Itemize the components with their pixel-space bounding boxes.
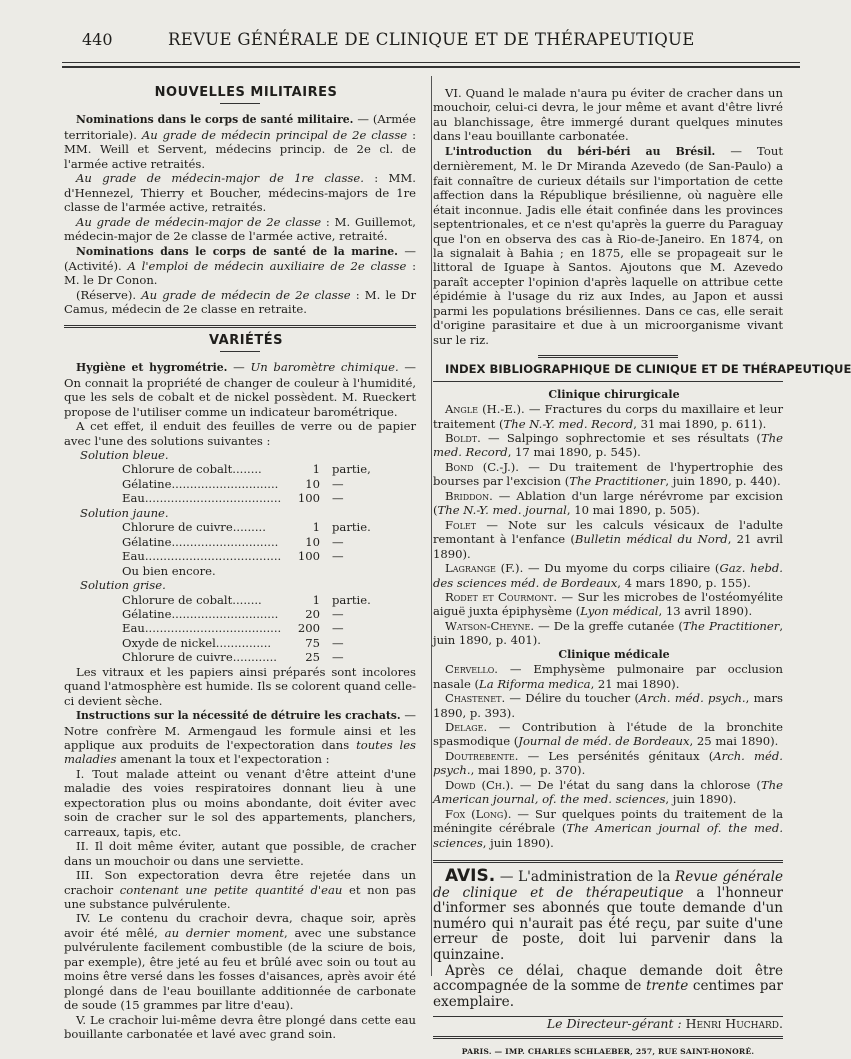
bibliography-entry <box>433 807 783 850</box>
ingredient-unit: — <box>332 549 344 564</box>
lead-heading: Nominations dans le corps de santé de la marine. <box>76 244 398 258</box>
text: : MM. d'Hennezel, Thierry et Boucher, médecins-majors de 1re classe de l'armée active, retraités. <box>64 171 416 215</box>
entry-journal: The Practitioner <box>682 618 780 633</box>
ingredient-name: Gélatine............................. <box>122 534 279 549</box>
running-header <box>60 30 800 52</box>
signature-name: Henri Huchard. <box>685 1016 783 1032</box>
paragraph <box>64 244 416 288</box>
text: — Ablation d'un large nérévrome par excision ( <box>433 488 783 518</box>
ingredient-quantity: 200 <box>297 621 320 636</box>
right-column <box>433 86 851 1059</box>
paragraph: Les vitraux et les papiers ainsi préparés sont incolores quand l'atmosphère est humide. Ils se colorent quand celle-ci devient sèche. <box>64 664 416 708</box>
section-title-varietes: VARIÉTÉS <box>208 332 284 348</box>
instruction-item <box>64 911 416 1012</box>
text: — <box>227 360 251 375</box>
ingredient-name: Chlorure de cobalt........ <box>122 592 262 607</box>
ingredient-unit: partie. <box>332 592 371 607</box>
avis-word: AVIS. <box>445 866 496 887</box>
ingredient-unit: — <box>332 491 344 506</box>
entry-author: Chastenet. <box>445 691 506 706</box>
lead-heading: Nominations dans le corps de santé militaire. <box>76 113 354 127</box>
recipe-list <box>64 593 416 665</box>
rule <box>433 1036 783 1039</box>
ingredient-quantity: 20 <box>305 606 320 621</box>
bibliography-entry <box>433 778 783 807</box>
recipe-list <box>64 520 416 563</box>
paragraph <box>64 215 416 244</box>
text: — Sur les microbes de l'ostéomyélite aiguë juxta épiphysème ( <box>433 589 784 619</box>
instruction-item: I. Tout malade atteint ou venant d'être atteint d'une maladie des voies respiratoires donnant lieu à une expectoration plus ou moins abondante, doit éviter avec soin de cracher sur le sol des appartements, planchers, carreaux, tapis, etc. <box>64 766 416 839</box>
recipe-title <box>64 506 416 520</box>
text: — Notre confrère M. Armengaud les formule ainsi et les applique aux produits de l'expectoration dans <box>64 708 416 753</box>
bibliography-list <box>433 662 783 850</box>
text: — Du traitement de l'hypertrophie des bourses par l'excision ( <box>433 459 783 489</box>
bibliography-entry <box>433 561 783 590</box>
ingredient-row <box>64 520 416 534</box>
text: — (Armée territoriale). <box>64 112 416 142</box>
column-divider <box>431 76 432 976</box>
ingredient-row <box>64 477 416 491</box>
bibliography-entry <box>433 518 783 561</box>
italic-text: Au grade de médecin principal de 2e classe <box>141 127 408 142</box>
text: — Emphysème pulmonaire par occlusion nasale ( <box>433 662 783 691</box>
bibliography-entry <box>433 402 783 431</box>
ingredient-unit: — <box>332 635 344 650</box>
text: , 17 mai 1890, p. 545). <box>507 445 641 460</box>
italic-text: toutes les maladies <box>64 738 416 767</box>
instruction-item: V. Le crachoir lui-même devra être plongé dans cette eau bouillante carbonatée et lavé avec grand soin. <box>64 1012 416 1042</box>
entry-journal: Journal de méd. de Bordeaux <box>518 734 690 749</box>
title-underline <box>433 381 783 382</box>
ingredient-name: Chlorure de cuivre............ <box>122 650 277 665</box>
ingredient-name: Eau..................................... <box>122 621 282 636</box>
paragraph <box>64 171 416 214</box>
italic-text: trente <box>645 978 689 995</box>
lead-heading: Hygiène et hygrométrie. <box>76 361 228 375</box>
text: — Délire du toucher ( <box>505 691 639 706</box>
signature <box>433 1017 783 1031</box>
text: IV. Le contenu du crachoir devra, chaque soir, après avoir été mêlé, <box>64 911 416 940</box>
text: — (Activité). <box>64 243 416 273</box>
entry-author: Doutrebente. <box>445 748 519 763</box>
italic-text: Solution bleue. <box>80 447 169 462</box>
recipe-title <box>64 448 416 462</box>
ingredient-quantity: 100 <box>297 491 320 506</box>
avis-notice <box>433 866 783 1010</box>
text: — L'administration de la <box>495 869 676 886</box>
ingredient-quantity: 25 <box>305 650 320 665</box>
text: — Contribution à l'étude de la bronchite spasmodique ( <box>433 720 783 749</box>
subsection-title: Clinique médicale <box>558 647 670 661</box>
entry-journal: The American journal of. the med. sciences <box>433 821 784 850</box>
bibliography-entry <box>433 489 783 518</box>
ingredient-quantity: 10 <box>305 476 320 491</box>
ingredient-unit: — <box>332 606 344 621</box>
entry-journal: Gaz. hebd. des sciences méd. de Bordeaux <box>433 561 783 590</box>
entry-journal: The N.-Y. med. Record <box>503 416 634 431</box>
ingredient-quantity: 100 <box>297 549 320 564</box>
text: amenant la toux et l'expectoration : <box>116 752 330 767</box>
instruction-item: VI. Quand le malade n'aura pu éviter de cracher dans un mouchoir, celui-ci devra, le jour même et avant d'être livré au blanchissage, être immergé durant quelques minutes dans l'eau bouillante carbonatée. <box>433 86 783 144</box>
subsection-title: Clinique chirurgicale <box>548 387 680 401</box>
bibliography-list <box>433 402 783 648</box>
paragraph <box>64 112 416 171</box>
running-title: REVUE GÉNÉRALE DE CLINIQUE ET DE THÉRAPEUTIQUE <box>168 30 695 49</box>
entry-author: Angle (H.-E.). <box>445 402 525 417</box>
instruction-item: II. Il doit même éviter, autant que possible, de cracher dans un mouchoir ou dans une serviette. <box>64 839 416 868</box>
entry-author: Cervello. <box>445 662 498 677</box>
entry-author: Folet <box>445 517 477 532</box>
bibliography-entry <box>433 431 783 460</box>
ingredient-unit: partie. <box>332 520 371 535</box>
ingredient-name: Gélatine............................. <box>122 476 279 491</box>
section-rule <box>538 355 678 358</box>
ingredient-row <box>64 636 416 650</box>
ingredient-unit: partie, <box>332 462 371 477</box>
lead-heading: Instructions sur la nécessité de détruire les crachats. <box>76 709 401 723</box>
bibliography-entry <box>433 691 783 720</box>
text: , 25 mai 1890). <box>689 734 779 749</box>
imprint: PARIS. — IMP. CHARLES SCHLAEBER, 257, RUE SAINT-HONORÉ. <box>461 1046 755 1056</box>
entry-journal: The N.-Y. med. journal <box>437 503 567 518</box>
entry-author: Rodet et Courmont. <box>445 589 558 604</box>
text: III. Son expectoration devra être rejetée dans un crachoir <box>64 868 416 897</box>
text: — Tout dernièrement, M. le Dr Miranda Azevedo (de San-Paulo) a fait connaître de curieux détails sur l'importation de cette affection dans la République brésilienne, où naguère elle était inconnue. Jadis elle était confinée dans les provinces septentrionales, et ce n'est qu'après la guerre du Paraguay que l'on en observa des cas à Rio-de-Janeiro. En 1874, on la signalait à Bahia ; en 1875, elle se propageait sur le littoral de Iguape à Santos. Ajoutons que M. Azevedo paraît accepter l'opinion d'après laquelle on attribue cette épidémie à l'usage du riz aux Indes, au Japon et aussi parmi les populations brésiliennes. Dans ce cas, elle serait d'origine parasitaire et due à un microorganisme vivant sur le riz. <box>433 143 783 347</box>
entry-journal: The med. Record <box>433 430 783 460</box>
paragraph <box>433 866 783 964</box>
ingredient-name: Chlorure de cuivre......... <box>122 520 266 535</box>
entry-author: Fox (Long). <box>445 806 512 821</box>
ingredient-unit: — <box>332 621 344 636</box>
bibliography-entry <box>433 590 783 619</box>
text: , 31 mai 1890, p. 611). <box>633 416 767 431</box>
section-title-index: INDEX BIBLIOGRAPHIQUE DE CLINIQUE ET DE THÉRAPEUTIQUE <box>445 362 851 377</box>
entry-journal: La Riforma medica <box>479 676 591 691</box>
text: — Fractures du corps du maxillaire et leur traitement ( <box>433 402 783 431</box>
text: : M. Guillemot, médecin-major de 2e classe de l'armée active, retraité. <box>64 214 416 244</box>
italic-text: Solution grise. <box>80 578 166 593</box>
ingredient-row <box>64 593 416 607</box>
ingredient-quantity: 10 <box>305 534 320 549</box>
text: , 21 mai 1890). <box>590 676 680 691</box>
ingredient-row <box>64 462 416 476</box>
header-rule <box>62 62 800 63</box>
signature-role: Le Directeur-gérant : <box>546 1016 682 1032</box>
text: — Note sur les calculs vésicaux de l'adulte remontant à l'enfance ( <box>433 517 783 547</box>
text: — De l'état du sang dans la chlorose ( <box>513 777 761 792</box>
entry-author: Boldt. <box>445 430 481 445</box>
section-rule <box>64 325 416 328</box>
ingredient-row <box>64 607 416 621</box>
ingredient-unit: — <box>332 476 344 491</box>
text: a l'honneur d'informer ses abonnés que toute demande d'un numéro qui n'aurait pas été reçu, par suite d'une erreur de poste, doit lui parvenir dans la quinzaine. <box>433 884 783 964</box>
bibliography-entry <box>433 720 783 749</box>
text: — Salpingo sophrectomie et ses résultats ( <box>480 430 761 445</box>
text: , mai 1890, p. 370). <box>470 763 586 778</box>
ingredient-quantity: 1 <box>312 462 320 477</box>
recipe-list <box>64 462 416 505</box>
title-underline <box>220 103 260 104</box>
italic-text: Au grade de médecin-major de 2e classe <box>76 214 322 229</box>
italic-text: contenant une petite quantité d'eau <box>119 882 343 897</box>
title-underline <box>220 351 260 352</box>
header-rule-thick <box>62 66 800 68</box>
text: , 13 avril 1890). <box>658 604 753 619</box>
ingredient-row <box>64 621 416 635</box>
paragraph <box>64 708 416 767</box>
text: — Du myome du corps ciliaire ( <box>523 561 720 576</box>
entry-author: Lagrange (F.). <box>445 561 524 576</box>
text: — Sur quelques points du traitement de la méningite cérébrale ( <box>433 806 783 836</box>
text: : MM. Weill et Servent, médecins princip. de 2e cl. de l'armée active retraités. <box>64 127 417 171</box>
entry-author: Bond (C.-J.). <box>445 459 519 474</box>
entry-journal: Arch. méd. psych. <box>433 748 783 778</box>
ingredient-quantity: 1 <box>312 520 320 535</box>
entry-journal: Bulletin médical du Nord <box>574 532 728 547</box>
paragraph <box>64 360 416 419</box>
text: — On connait la propriété de changer de couleur à l'humidité, que les sels de cobalt et de nickel possèdent. M. Rueckert propose de l'utiliser comme un indicateur barométrique. <box>64 360 417 419</box>
bibliography-entry <box>433 662 783 691</box>
ingredient-name: Oxyde de nickel............... <box>122 635 272 650</box>
ingredient-name: Eau..................................... <box>122 491 282 506</box>
text: Après ce délai, chaque demande doit être accompagnée de la somme de <box>433 962 783 995</box>
text: , juin 1890). <box>665 792 737 807</box>
entry-journal: Arch. méd. psych. <box>638 691 746 706</box>
ingredient-quantity: 75 <box>305 635 320 650</box>
italic-text: Un baromètre chimique. <box>250 360 399 375</box>
ingredient-name: Eau..................................... <box>122 549 282 564</box>
text: — Les persénités génitaux ( <box>518 748 714 763</box>
text: centimes par exemplaire. <box>433 978 783 1010</box>
text: : M. le Dr Camus, médecin de 2e classe en retraite. <box>64 287 416 317</box>
ingredient-unit: — <box>332 650 344 665</box>
text: , 4 mars 1890, p. 155). <box>617 575 751 590</box>
bibliography-entry <box>433 460 783 489</box>
text: , 21 avril 1890). <box>433 532 783 561</box>
ingredient-unit: — <box>332 534 344 549</box>
entry-journal: The American journal, of. the med. sciences <box>433 777 783 807</box>
paragraph <box>433 964 783 1011</box>
recipe-title <box>64 578 416 592</box>
italic-text: Au grade de médecin de 2e classe <box>141 287 351 302</box>
ingredient-row <box>64 491 416 505</box>
text: (Réserve). <box>76 287 142 302</box>
paragraph: A cet effet, il enduit des feuilles de verre ou de papier avec l'une des solutions suivantes : <box>64 419 416 448</box>
ingredient-name: Chlorure de cobalt........ <box>122 462 262 477</box>
text: et non pas une substance pulvérulente. <box>64 882 416 912</box>
page-number: 440 <box>82 30 113 49</box>
entry-journal: The Practitioner <box>569 474 666 489</box>
section-title-nouvelles: NOUVELLES MILITAIRES <box>154 85 338 100</box>
paragraph <box>433 144 783 347</box>
paragraph <box>64 288 416 317</box>
italic-text: Revue générale de clinique et de thérapeutique <box>433 869 783 901</box>
entry-journal: Lyon médical <box>580 604 659 619</box>
ingredient-row <box>64 650 416 664</box>
ingredient-name: Gélatine............................. <box>122 606 279 621</box>
text: , juin 1890, p. 440). <box>665 474 781 489</box>
ingredient-row <box>64 549 416 563</box>
text: , avec une substance pulvérulente facilement combustible (de la sciure de bois, par exemple), être jeté au feu et brûlé avec soin ou tout au moins être versé dans les fosses d'aisances, après avoir été plongé dans de l'eau bouillante additionnée de carbonate de soude (15 grammes par litre d'eau). <box>64 925 416 1013</box>
recipe-note: Ou bien encore. <box>122 563 216 578</box>
bibliography-entry <box>433 619 783 648</box>
entry-author: Dowd (Ch.). <box>445 777 514 792</box>
text: : M. le Dr Conon. <box>64 258 416 288</box>
italic-text: au dernier moment <box>164 925 285 940</box>
text: , juin 1890, p. 401). <box>433 618 783 648</box>
ingredient-quantity: 1 <box>312 592 320 607</box>
entry-author: Watson-Cheyne. <box>445 618 535 633</box>
left-column <box>64 86 416 1042</box>
italic-text: A l'emploi de médecin auxiliaire de 2e classe <box>127 258 407 273</box>
italic-text: Au grade de médecin-major de 1re classe. <box>76 171 364 186</box>
text: , juin 1890). <box>482 835 554 850</box>
entry-author: Briddon. <box>445 488 493 503</box>
text: , 10 mai 1890, p. 505). <box>566 503 700 518</box>
lead-heading: L'introduction du béri-béri au Brésil. <box>445 144 716 158</box>
instruction-item <box>64 868 416 911</box>
text: — De la greffe cutanée ( <box>534 618 683 633</box>
ingredient-row <box>64 535 416 549</box>
text: , mars 1890, p. 393). <box>433 691 783 720</box>
section-rule <box>433 860 783 863</box>
italic-text: Solution jaune. <box>80 505 169 520</box>
bibliography-entry <box>433 749 783 778</box>
entry-author: Delage. <box>445 720 488 735</box>
